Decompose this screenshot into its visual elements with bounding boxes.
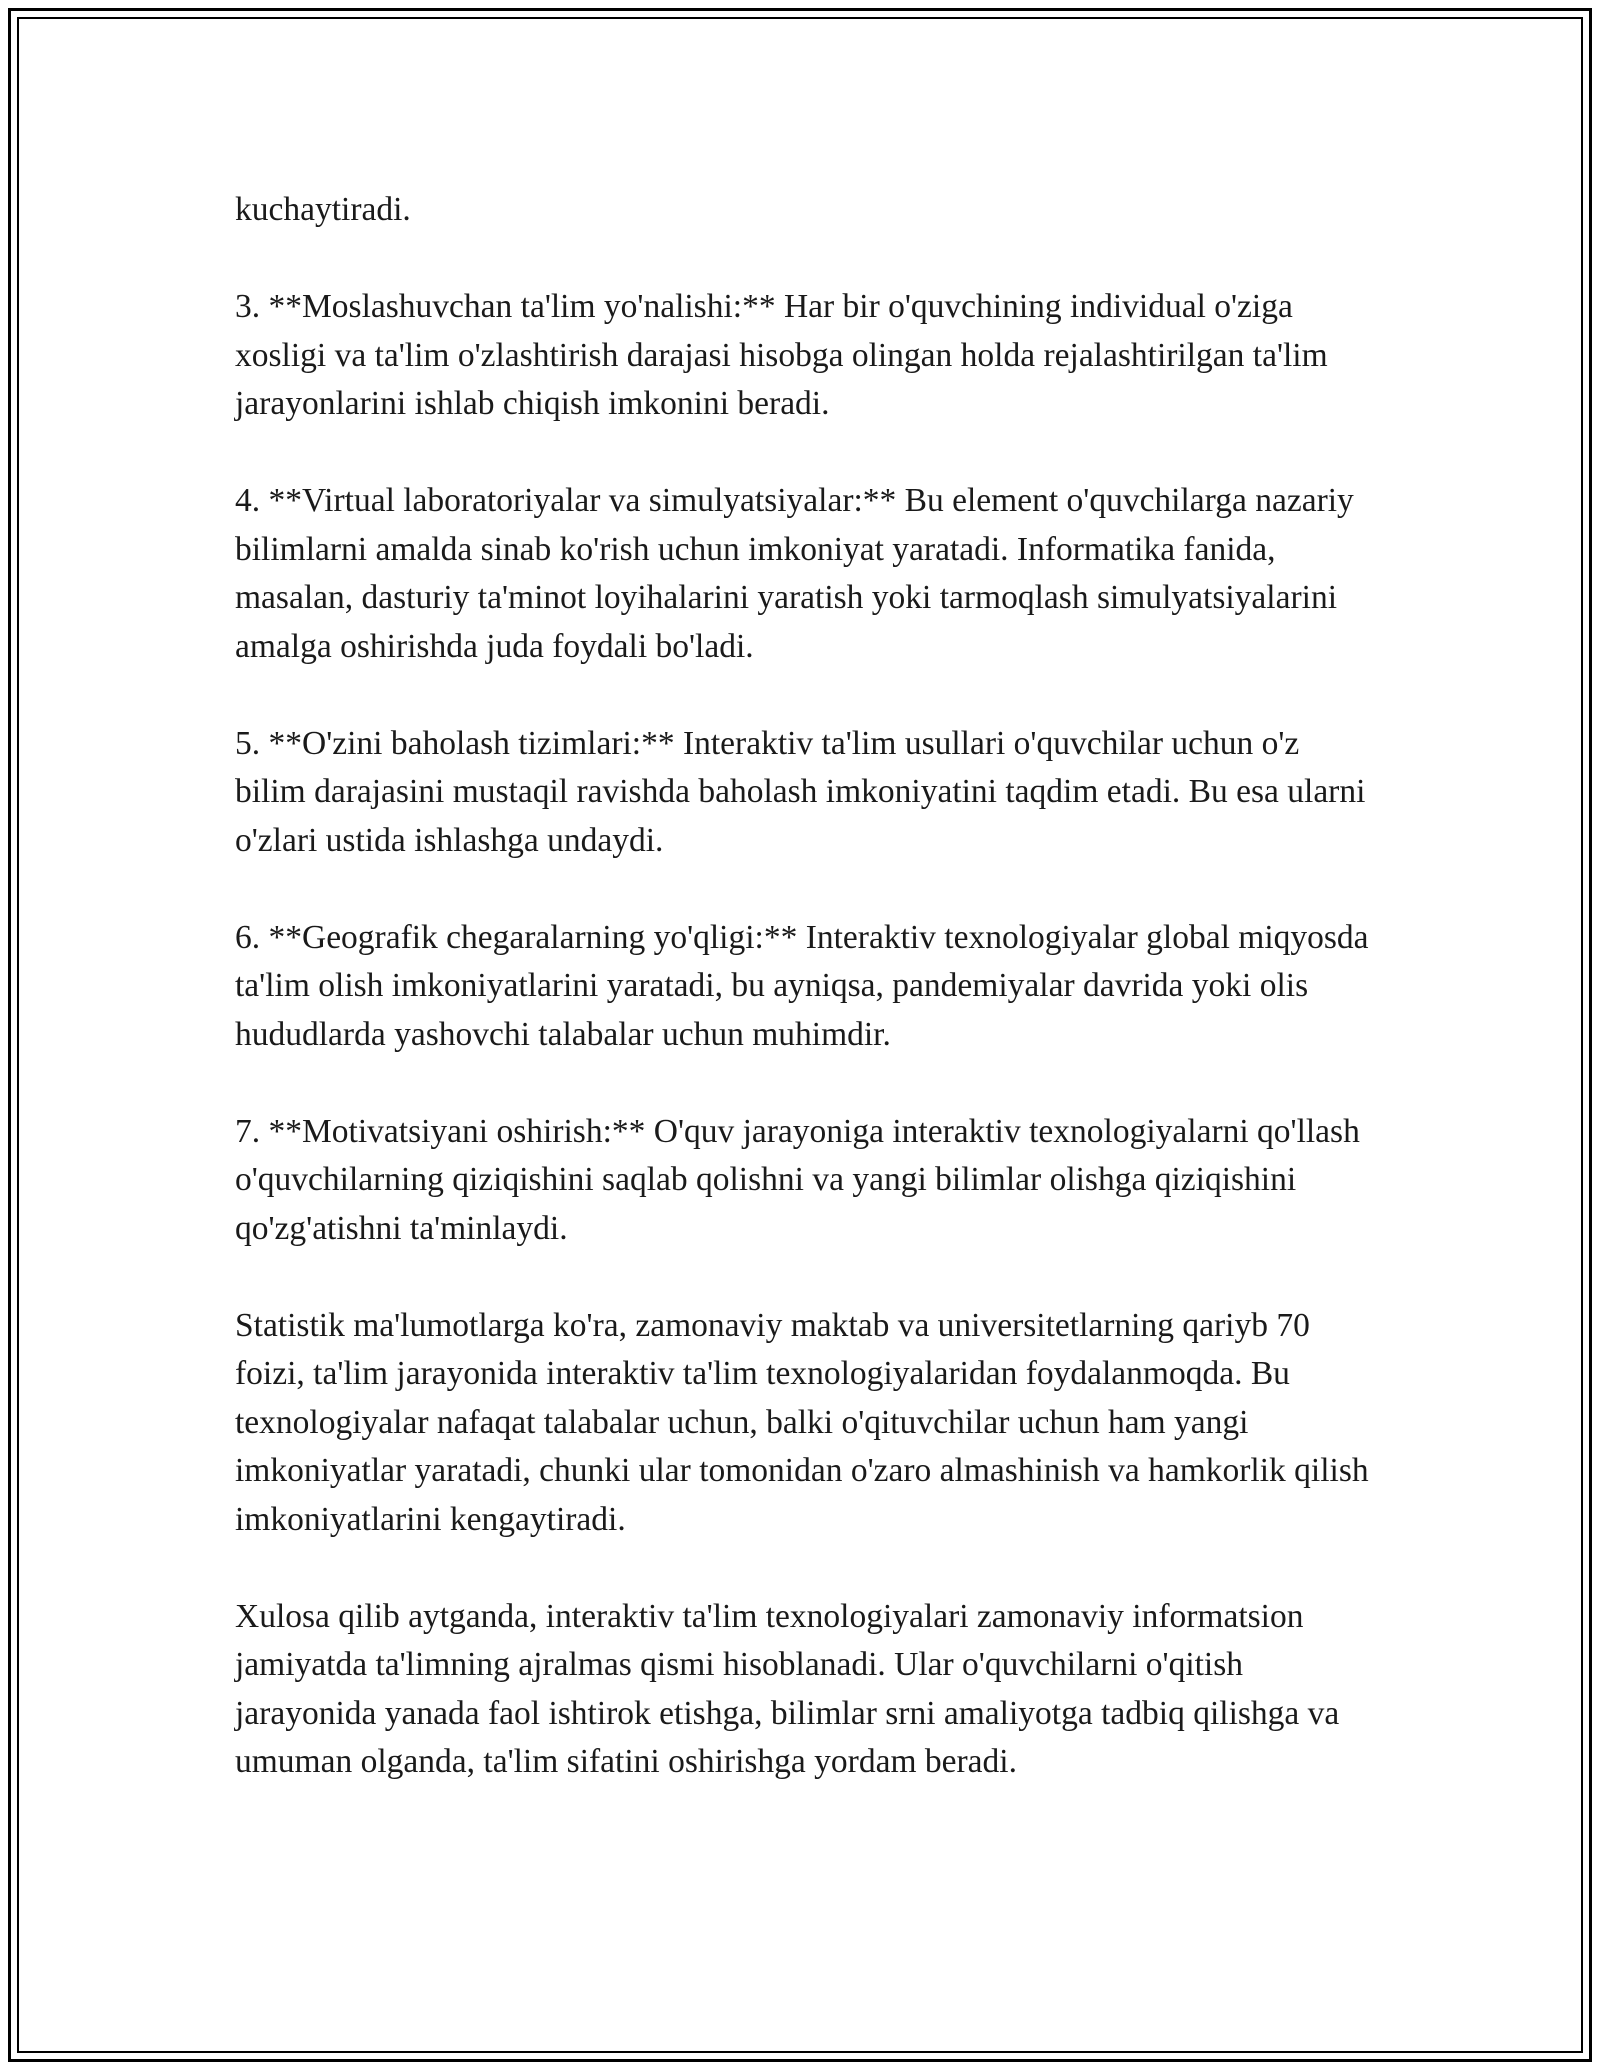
paragraph-statistics: Statistik ma'lumotlarga ko'ra, zamonaviy maktab va universitetlarning qariyb 70 foizi, ta'lim jarayonida interaktiv ta'lim texnologiyalaridan foydalanmoqda. Bu texnologiyalar nafaqat talabalar uchun, balki o'qituvchilar uchun ham yangi imkoniyatlar yaratadi, chunki ular tomonidan o'zaro almashinish va hamkorlik qilish imkoniyatlarini kengaytiradi.: [235, 1306, 1369, 1538]
paragraph-item-7: 7. **Motivatsiyani oshirish:** O'quv jarayoniga interaktiv texnologiyalarni qo'llash o'quvchilarning qiziqishini saqlab qolishni va yangi bilimlar olishga qiziqishini qo'zg'atishni ta'minlaydi.: [235, 1112, 1360, 1247]
paragraph-item-4: 4. **Virtual laboratoriyalar va simulyatsiyalar:** Bu element o'quvchilarga nazariy bilimlarni amalda sinab ko'rish uchun imkoniyat yaratadi. Informatika fanida, masalan, dasturiy ta'minot loyihalarini yaratish yoki tarmoqlash simulyatsiyalarini amalga oshirishda juda foydali bo'ladi.: [235, 482, 1354, 665]
paragraph-conclusion: Xulosa qilib aytganda, interaktiv ta'lim texnologiyalari zamonaviy informatsion jamiyatda ta'limning ajralmas qismi hisoblanadi. Ular o'quvchilarni o'qitish jarayonida yanada faol ishtirok etishga, bilimlar srni amaliyotga tadbiq qilishga va umuman olganda, ta'lim sifatini oshirishga yordam beradi.: [235, 1597, 1340, 1780]
paragraph-item-5: 5. **O'zini baholash tizimlari:** Interaktiv ta'lim usullari o'quvchilar uchun o'z bilim darajasini mustaqil ravishda baholash imkoniyatini taqdim etadi. Bu esa ularni o'zlari ustida ishlashga undaydi.: [235, 724, 1366, 859]
paragraph-item-3: 3. **Moslashuvchan ta'lim yo'nalishi:** Har bir o'quvchining individual o'ziga xosligi va ta'lim o'zlashtirish darajasi hisobga olingan holda rejalashtirilgan ta'lim jarayonlarini ishlab chiqish imkonini beradi.: [235, 288, 1328, 422]
document-body: [235, 186, 1375, 1787]
paragraph-continuation: kuchaytiradi.: [235, 191, 411, 228]
paragraph-item-6: 6. **Geografik chegaralarning yo'qligi:** Interaktiv texnologiyalar global miqyosda ta'lim olish imkoniyatlarini yaratadi, bu ayniqsa, pandemiyalar davrida yoki olis hududlarda yashovchi talabalar uchun muhimdir.: [235, 918, 1369, 1053]
